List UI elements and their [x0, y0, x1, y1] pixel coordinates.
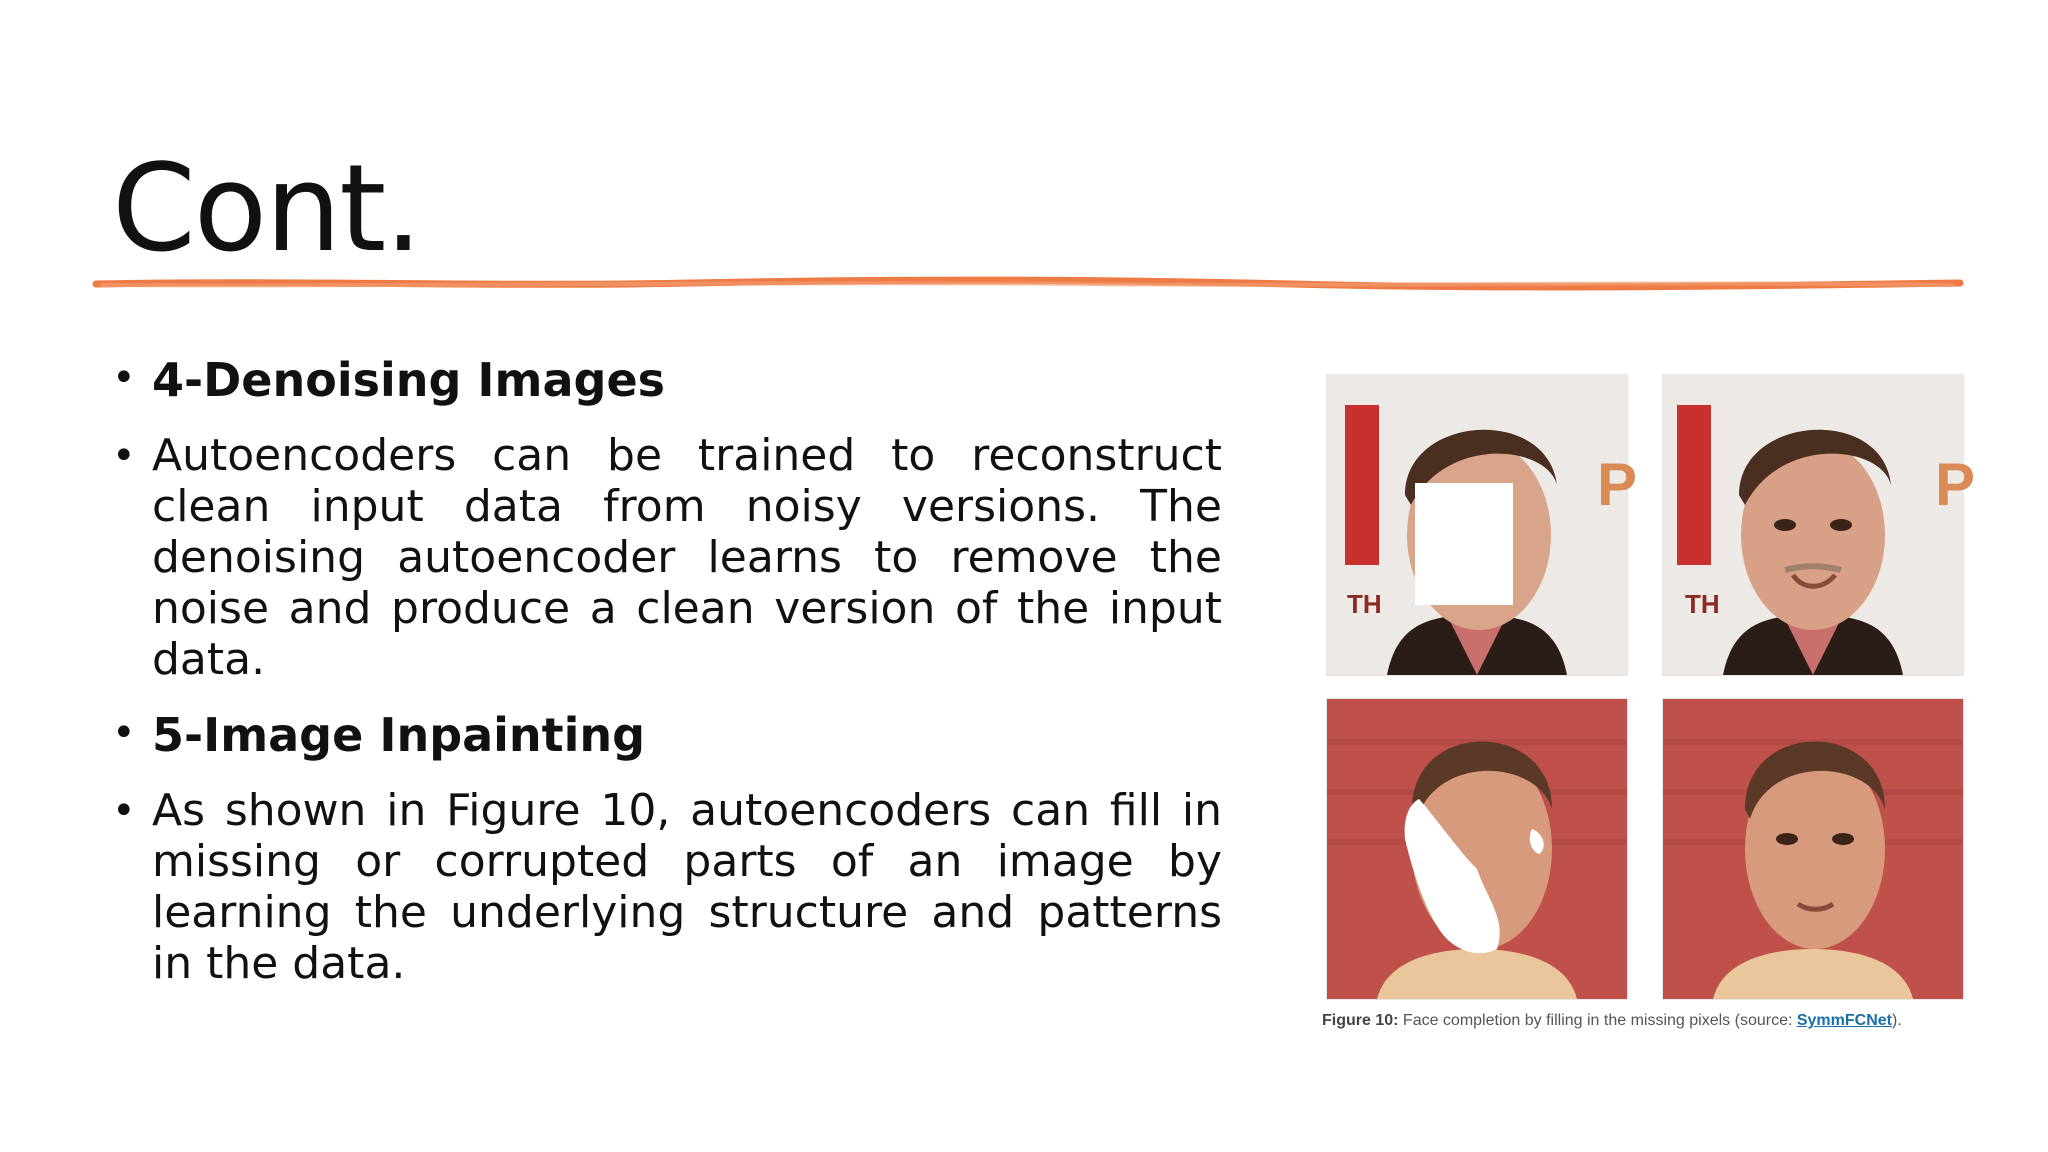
figure-masked-face-1: [1326, 374, 1638, 676]
slide-title: Cont.: [112, 140, 421, 279]
bullet-inpainting-heading: [112, 707, 1222, 763]
bullet-dot: •: [112, 710, 136, 756]
bullet-list: [112, 352, 1222, 1011]
bullet-inpainting-description: [112, 785, 1222, 989]
bullet-text: 4-Denoising Images: [152, 353, 666, 407]
bullet-dot: •: [112, 788, 136, 834]
poster-small-text: TH: [1347, 589, 1382, 619]
title-underline: [92, 272, 1964, 296]
bullet-dot: •: [112, 433, 136, 479]
svg-text:P: P: [1935, 451, 1976, 518]
caption-source-link[interactable]: SymmFCNet: [1796, 1012, 1892, 1029]
bullet-dot: •: [112, 355, 136, 401]
bullet-text: 5-Image Inpainting: [152, 708, 646, 762]
figure-completed-face-2: [1662, 698, 1964, 1000]
bullet-text: Autoencoders can be trained to reconstruct clean input data from noisy versions. The denoising autoencoder learns to remove the noise and produce a clean version of the input data.: [152, 430, 1222, 685]
bullet-denoising-description: [112, 430, 1222, 685]
figure-completed-face-1: [1662, 374, 1976, 676]
caption-text: Face completion by filling in the missing pixels (source:: [1398, 1012, 1797, 1029]
bullet-denoising-heading: [112, 352, 1222, 408]
caption-end: ).: [1892, 1012, 1902, 1029]
figure-masked-face-2: [1326, 698, 1628, 1000]
svg-text:TH: TH: [1685, 589, 1720, 619]
figure-caption: [1322, 1012, 1962, 1030]
poster-letter-right: P: [1597, 451, 1638, 518]
bullet-text: As shown in Figure 10, autoencoders can fill in missing or corrupted parts of an image by learning the underlying structure and patterns in the data.: [152, 785, 1222, 989]
figure-face-completion: [1316, 370, 1976, 1040]
caption-label: Figure 10:: [1322, 1012, 1399, 1029]
